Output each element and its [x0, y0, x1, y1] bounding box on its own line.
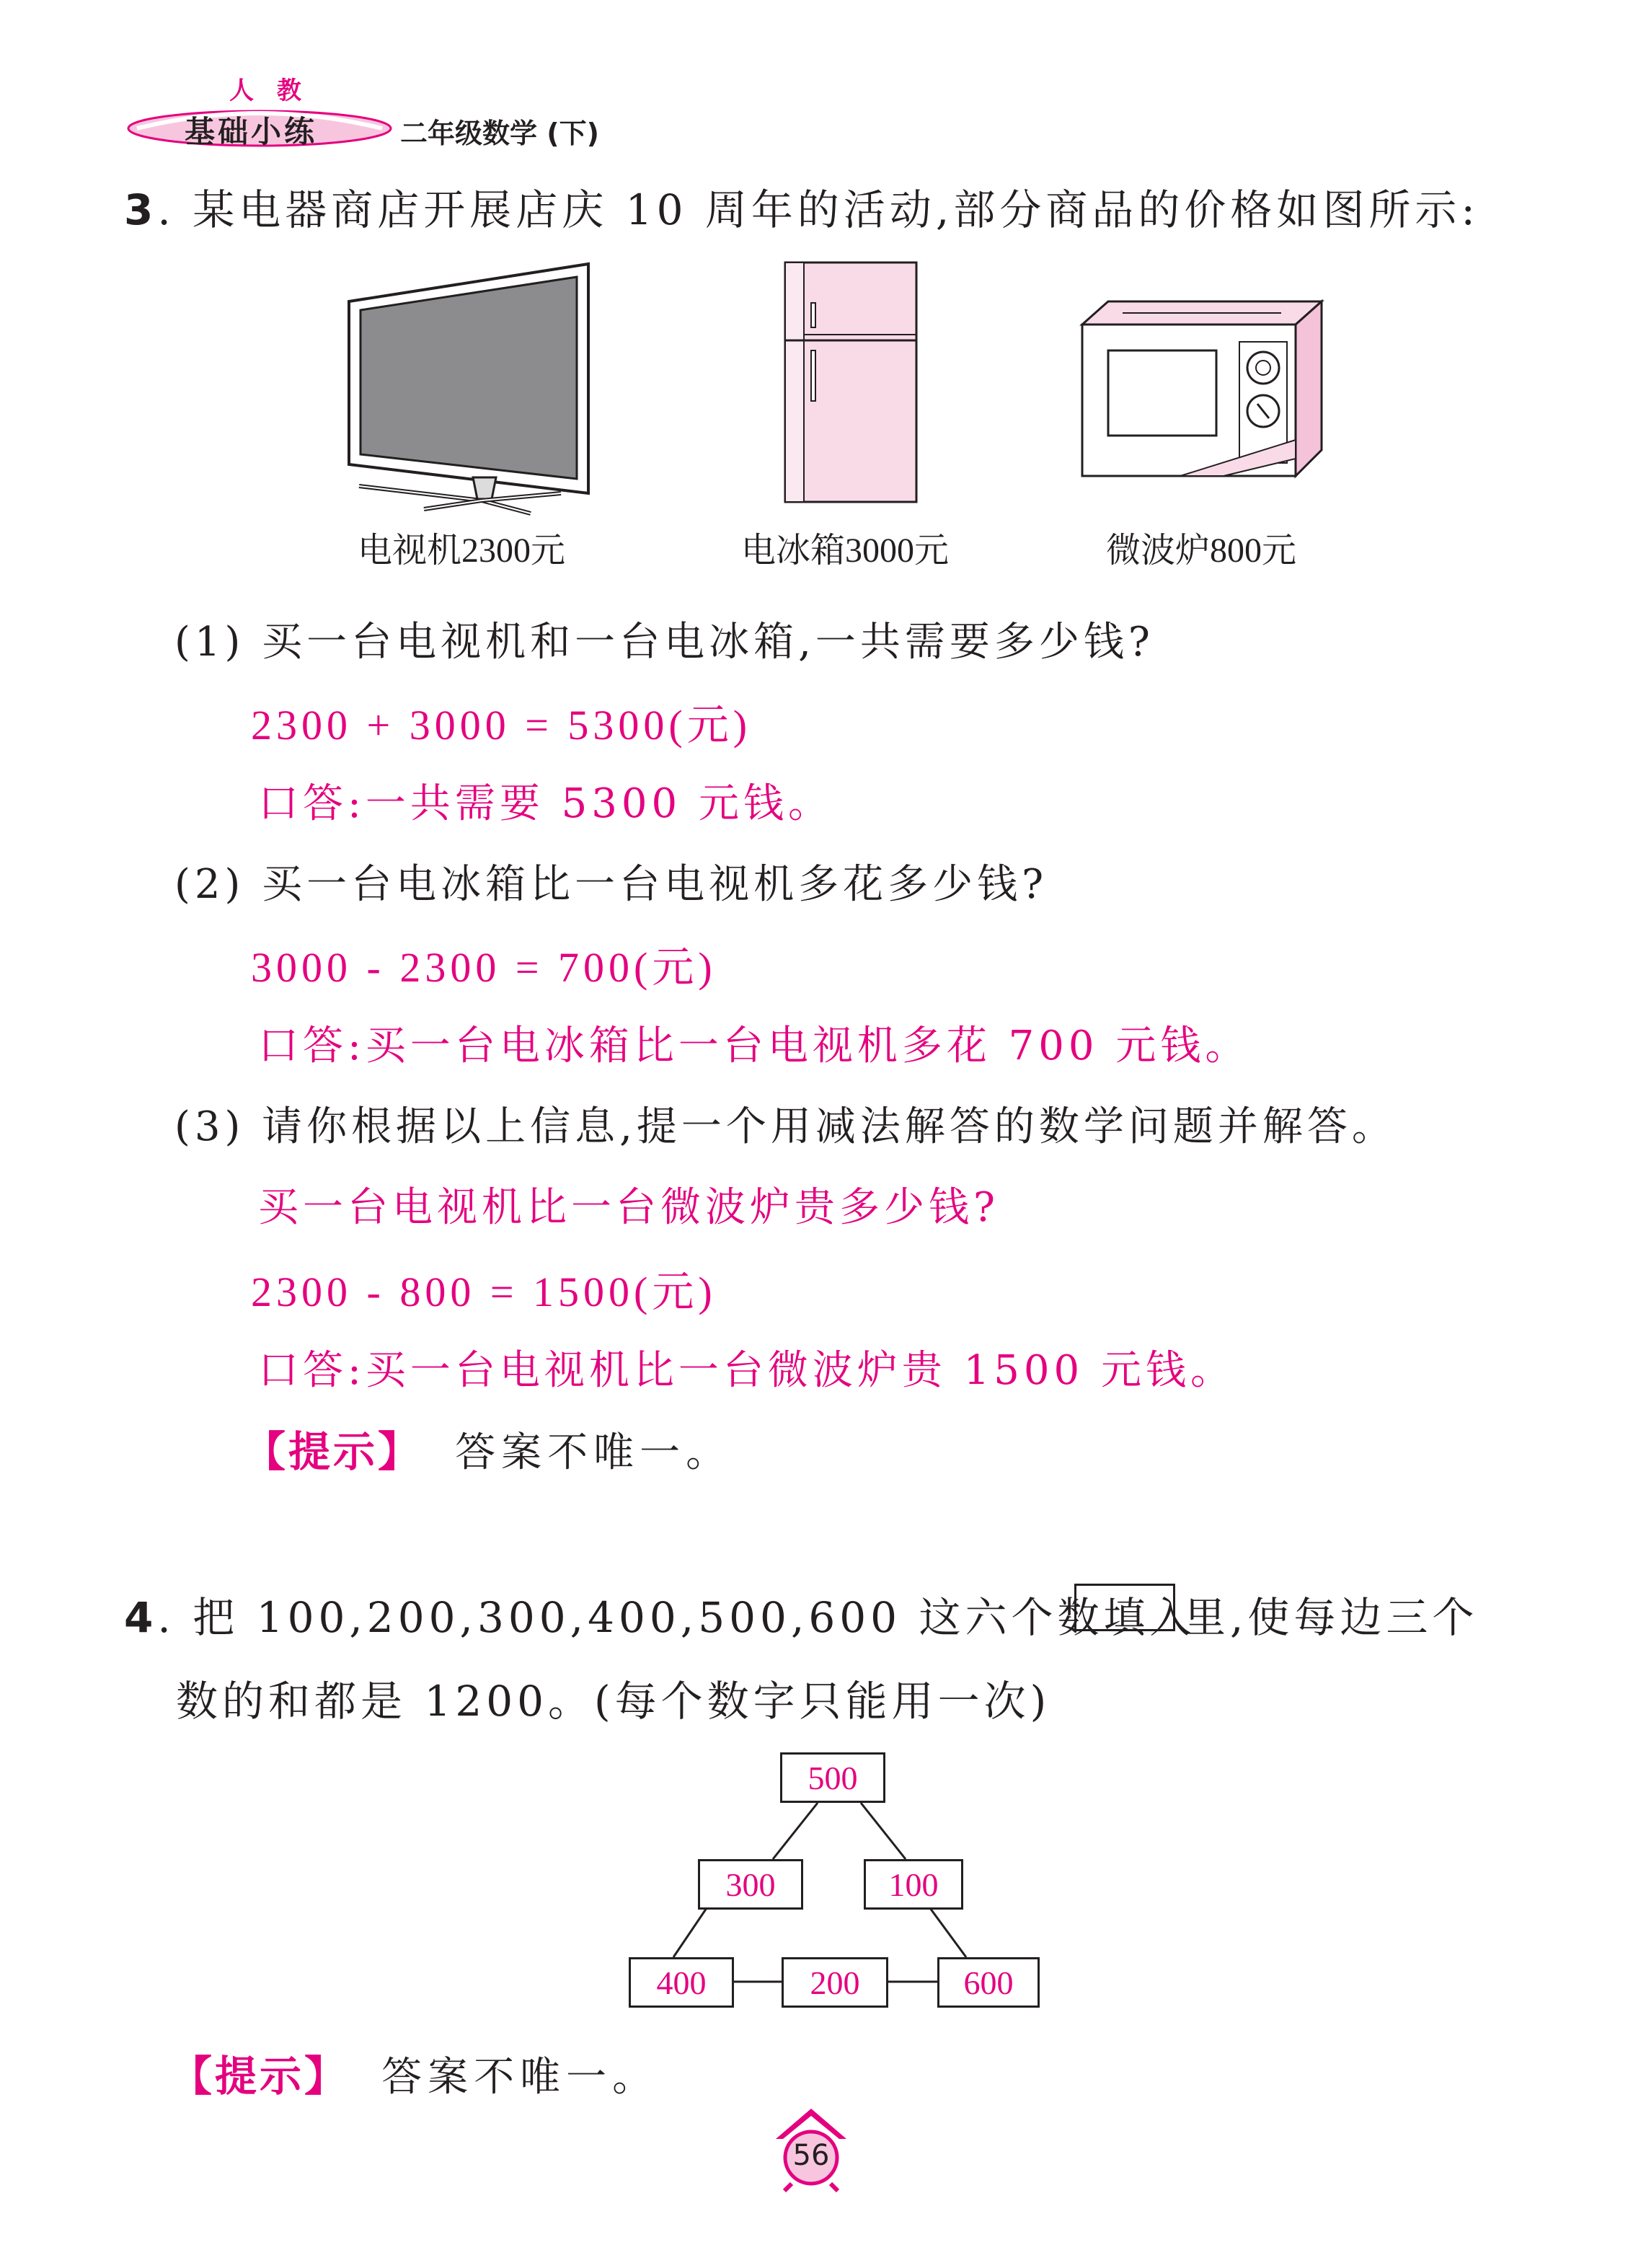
tv-caption: 电视机2300元	[358, 531, 566, 570]
part-1-equation: 2300 + 3000 = 5300(元)	[251, 702, 752, 749]
book-title: 二年级数学 (下)	[400, 118, 599, 149]
part-2-equation: 3000 - 2300 = 700(元)	[251, 944, 717, 991]
question-4-stem-before-box: 把 100,200,300,400,500,600 这六个数填入	[193, 1593, 1196, 1642]
header-badge-main: 基础小练	[185, 114, 318, 149]
refrigerator-caption: 电冰箱3000元	[741, 531, 950, 570]
hint-label: 【提示】	[170, 2052, 350, 2101]
question-3-stem-line: 3. 某电器商店开展店庆 10 周年的活动,部分商品的价格如图所示:	[124, 185, 1479, 234]
question-4-stem-line-2: 数的和都是 1200。(每个数字只能用一次)	[176, 1677, 1051, 1726]
part-1-question: (1) 买一台电视机和一台电冰箱,一共需要多少钱?	[174, 619, 1154, 666]
hint-label: 【提示】	[244, 1427, 423, 1476]
triangle-box-top[interactable]: 500	[780, 1752, 885, 1803]
question-4-hint	[170, 2042, 658, 2103]
question-3-stem: 某电器商店开展店庆 10 周年的活动,部分商品的价格如图所示:	[193, 185, 1479, 234]
question-number: 4	[124, 1593, 158, 1642]
header-badge-top: 人 教	[229, 76, 309, 105]
triangle-box-bottom-right[interactable]: 600	[937, 1957, 1040, 2008]
part-2-question: (2) 买一台电冰箱比一台电视机多花多少钱?	[174, 861, 1048, 908]
question-4-stem-line-1: 4. 把 100,200,300,400,500,600 这六个数填入	[124, 1593, 1196, 1642]
microwave-caption: 微波炉800元	[1106, 531, 1297, 570]
triangle-box-bottom-mid[interactable]: 200	[782, 1957, 888, 2008]
hint-text: 答案不唯一。	[455, 1429, 733, 1476]
part-3-own-question: 买一台电视机比一台微波炉贵多少钱?	[258, 1184, 1000, 1231]
part-1-answer: 口答:一共需要 5300 元钱。	[258, 780, 833, 827]
part-2-answer: 口答:买一台电冰箱比一台电视机多花 700 元钱。	[258, 1023, 1250, 1069]
question-4-stem-after-box: 里,使每边三个	[1184, 1593, 1479, 1642]
page-number: 56	[792, 2139, 830, 2172]
part-3-question: (3) 请你根据以上信息,提一个用减法解答的数学问题并解答。	[174, 1103, 1397, 1150]
part-3-equation: 2300 - 800 = 1500(元)	[251, 1268, 717, 1315]
triangle-box-bottom-left[interactable]: 400	[629, 1957, 734, 2008]
triangle-box-mid-right[interactable]: 100	[864, 1859, 963, 1910]
triangle-box-mid-left[interactable]: 300	[698, 1859, 803, 1910]
question-number: 3	[124, 185, 158, 234]
hint-text: 答案不唯一。	[381, 2054, 659, 2101]
part-3-answer: 口答:买一台电视机比一台微波炉贵 1500 元钱。	[258, 1347, 1235, 1394]
